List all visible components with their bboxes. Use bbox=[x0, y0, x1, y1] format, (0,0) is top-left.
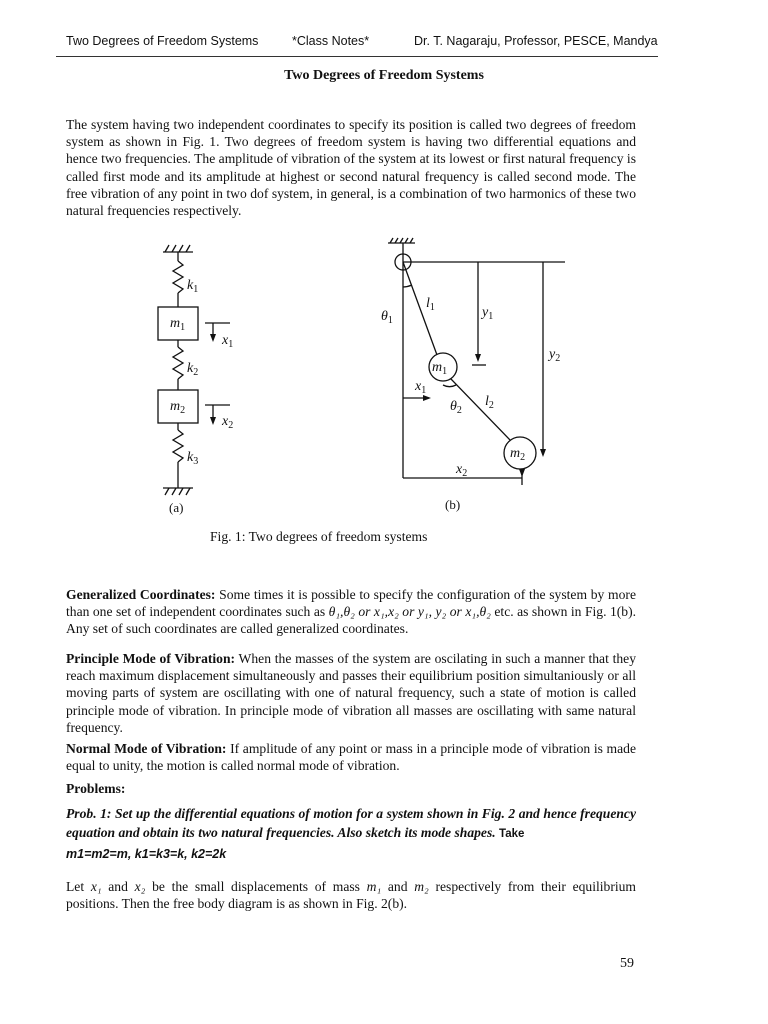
label-a-k1: k bbox=[187, 278, 194, 293]
svg-text:k1: $k_1$ bbox=[187, 278, 199, 295]
label-a-k2: k bbox=[187, 361, 194, 376]
svg-text:k3: $k_3$ bbox=[187, 450, 199, 467]
problem-1: Prob. 1: Set up the differential equations of motion for a system shown in Fig. 2 and hence frequency equation and obtain its two natural frequencies. Also sketch its mode shapes. Take m1=m2=m, k1=k3=k, k2=2k bbox=[66, 806, 636, 861]
page-number: 59 bbox=[620, 956, 634, 971]
svg-text:l1: $l_1$ bbox=[426, 296, 435, 313]
normal-heading: Normal Mode of Vibration: bbox=[66, 741, 227, 756]
label-b-m1: m bbox=[432, 360, 443, 375]
svg-text:θ1: $\theta_1$ bbox=[381, 309, 393, 326]
label-a-k3: k bbox=[187, 450, 194, 465]
label-b-x2: x bbox=[456, 462, 463, 477]
svg-text:y1: $y_1$ bbox=[482, 305, 494, 322]
sublabel-a: (a) bbox=[169, 500, 184, 515]
svg-text:x1: $x_1$ bbox=[222, 333, 234, 350]
svg-text:y2: $y_2$ bbox=[549, 347, 561, 364]
label-a-m2: m bbox=[170, 399, 181, 414]
generalized-coords: θ₁,θ₂ or x₁,x₂ or y₁, y₂ or x₁,θ₂ bbox=[328, 604, 491, 620]
label-b-m2: m bbox=[510, 446, 521, 461]
take-label: Take bbox=[499, 828, 525, 840]
header-right: Dr. T. Nagaraju, Professor, PESCE, Mandya bbox=[414, 34, 658, 48]
problems-heading: Problems: bbox=[66, 781, 126, 796]
label-a-x2: x bbox=[222, 414, 229, 429]
label-b-theta2: θ bbox=[450, 399, 457, 414]
generalized-heading: Generalized Coordinates: bbox=[66, 587, 216, 602]
generalized-coordinates-paragraph: Generalized Coordinates: Some times it is possible to specify the configuration of the system by more than one set of independent coordinates such as θ₁,θ₂ or x₁,x₂ or y₁, y₂ or x₁,θ₂ etc. as shown in Fig. 1(b). Any set of such coordinates are called generalized coordinates. bbox=[66, 587, 637, 637]
figure-caption: Fig. 1: Two degrees of freedom systems bbox=[210, 529, 428, 544]
principle-mode-paragraph: Principle Mode of Vibration: When the masses of the system are oscilating in such a manner that they reach maximum displacement simultaneously and passes their equilibrium position simultaniously or all moving parts of system are oscillating with one of natural frequency, such a state of motion is called principle mode of vibration. In principle mode of vibration all masses are oscillating with same natural frequency. bbox=[66, 651, 636, 735]
header-center: *Class Notes* bbox=[292, 34, 370, 48]
label-a-m1: m bbox=[170, 316, 181, 331]
svg-text:θ2: $\theta_2$ bbox=[450, 399, 462, 416]
label-b-y1: y bbox=[482, 305, 489, 320]
given-values: m1=m2=m, k1=k3=k, k2=2k bbox=[66, 847, 227, 861]
normal-mode-paragraph: Normal Mode of Vibration: If amplitude of any point or mass in a principle mode of vibration is made equal to unity, the motion is called normal mode of vibration. bbox=[66, 741, 636, 774]
header-left: Two Degrees of Freedom Systems bbox=[66, 34, 259, 48]
svg-text:m1: $m_1$ bbox=[432, 360, 448, 377]
svg-text:x2: $x_2$ bbox=[222, 414, 234, 431]
header-rule bbox=[56, 56, 658, 57]
page-title: Two Degrees of Freedom Systems bbox=[284, 68, 484, 83]
svg-text:l2: $l_2$ bbox=[485, 394, 494, 411]
label-b-l1: l bbox=[426, 296, 430, 311]
sublabel-b: (b) bbox=[445, 497, 461, 512]
label-b-theta1: θ bbox=[381, 309, 388, 324]
let-paragraph: Let x₁ and x₂ be the small displacements of mass m₁ and m₂ respectively from their equilibrium positions. Then the free body diagram is as shown in Fig. 2(b). bbox=[66, 879, 636, 912]
intro-paragraph: The system having two independent coordinates to specify its position is called two degrees of freedom system as shown in Fig. 1. Two degrees of freedom system is having two differential equations and hence two frequencies. The amplitude of vibration of the system at its lowest or first natural frequency is called first mode and its amplitude at highest or second natural frequency is called second mode. The free vibration of any point in two dof system, in general, is a combination of two harmonics of these two natural frequencies respectively. bbox=[66, 117, 636, 219]
label-b-x1: x bbox=[415, 379, 422, 394]
figure-1 bbox=[150, 235, 590, 520]
svg-text:m2: $m_2$ bbox=[510, 446, 526, 463]
svg-text:m1: $m_1$ bbox=[170, 316, 186, 333]
label-b-l2: l bbox=[485, 394, 489, 409]
svg-text:k2: $k_2$ bbox=[187, 361, 199, 378]
svg-text:x2: $x_2$ bbox=[456, 462, 468, 479]
principle-heading: Principle Mode of Vibration: bbox=[66, 651, 236, 666]
label-b-y2: y bbox=[549, 347, 556, 362]
svg-text:x1: $x_1$ bbox=[415, 379, 427, 396]
svg-text:m2: $m_2$ bbox=[170, 399, 186, 416]
label-a-x1: x bbox=[222, 333, 229, 348]
